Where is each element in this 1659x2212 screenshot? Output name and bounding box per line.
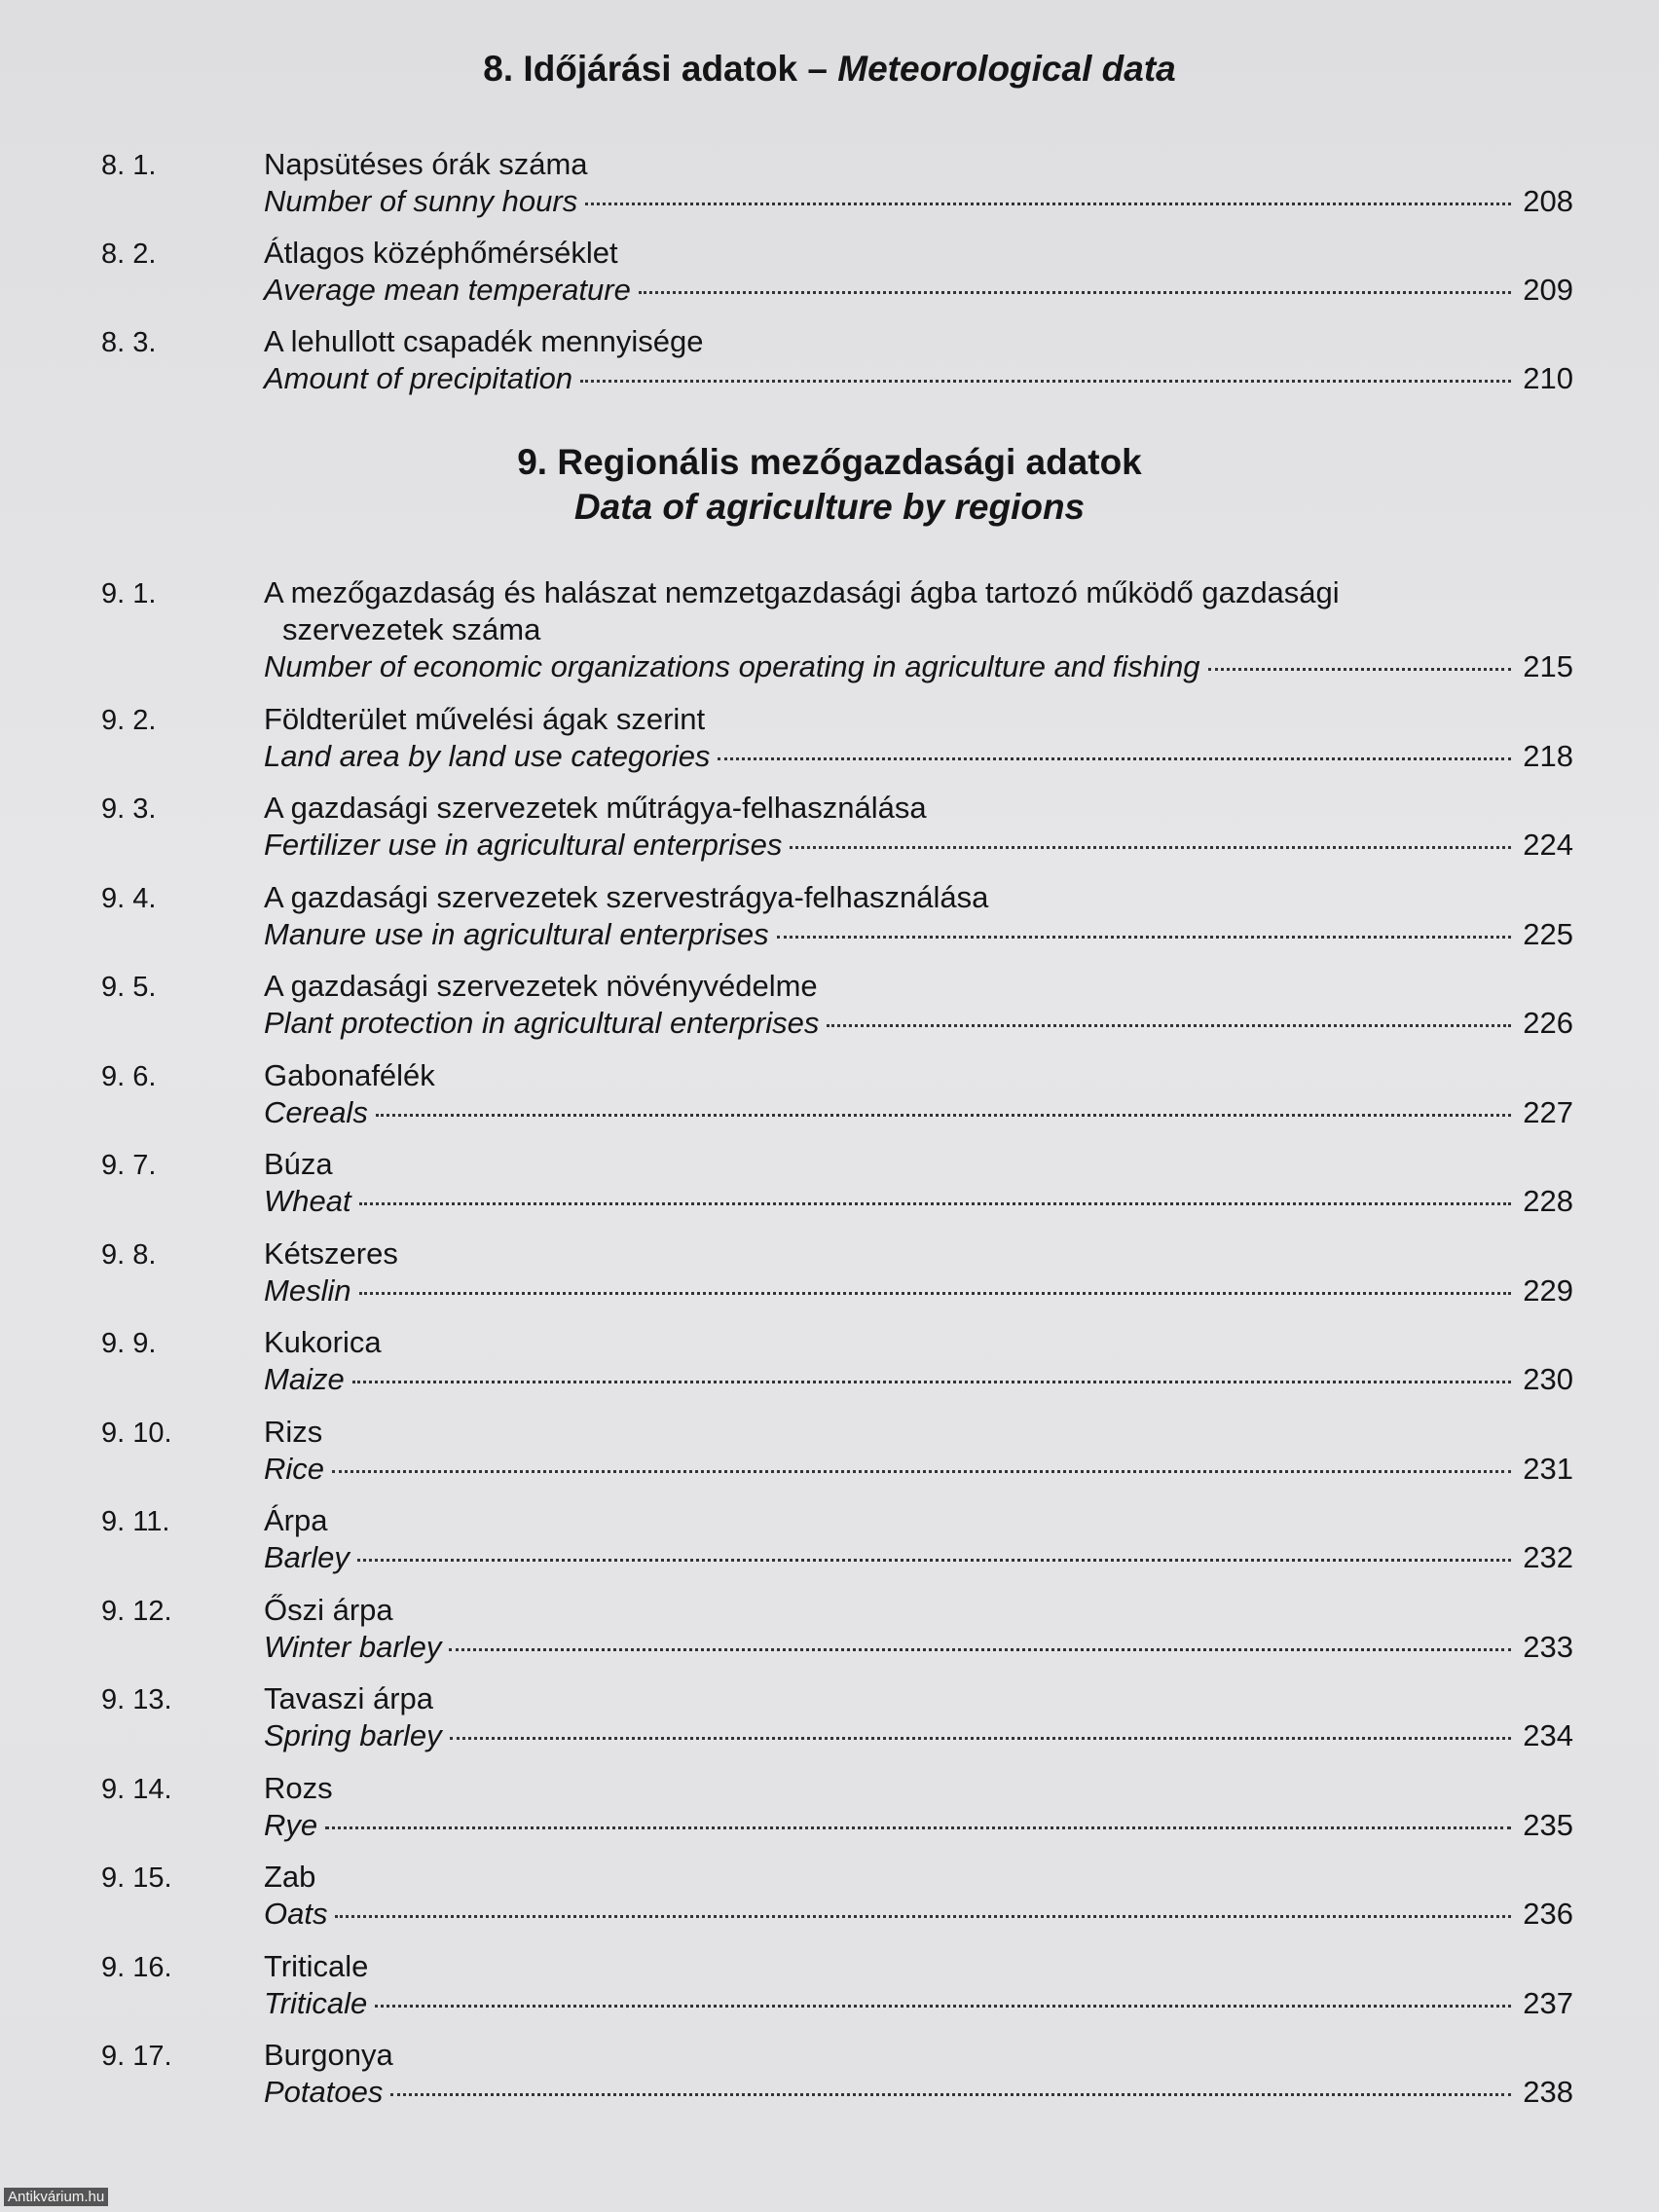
entry-title-en: Land area by land use categories <box>264 738 711 773</box>
entry-title-hu: Tavaszi árpa <box>264 1681 434 1715</box>
entry-number: 9. 15. <box>101 1862 172 1894</box>
dot-leader <box>375 2005 1511 2008</box>
entry-title-en: Potatoes <box>264 2075 384 2109</box>
dot-leader <box>449 1648 1511 1651</box>
dot-leader <box>325 1826 1511 1829</box>
toc-entry <box>0 323 1659 411</box>
entry-title-en: Fertilizer use in agricultural enterprises <box>264 828 783 862</box>
page-number: 235 <box>1523 1807 1573 1842</box>
page-number: 236 <box>1523 1897 1573 1931</box>
entry-title-en: Meslin <box>264 1272 351 1308</box>
entry-number: 9. 4. <box>101 882 157 914</box>
entry-line-en <box>264 1361 1573 1398</box>
dot-leader <box>790 846 1511 849</box>
page-number: 227 <box>1523 1094 1573 1129</box>
dot-leader <box>580 380 1511 383</box>
entry-title-en: Triticale <box>264 1985 368 2020</box>
toc-entry <box>0 701 1659 789</box>
toc-entry <box>0 146 1659 234</box>
entry-title-hu: A gazdasági szervezetek növényvédelme <box>264 969 818 1003</box>
entry-title-hu: A mezőgazdaság és halászat nemzetgazdasági ágba tartozó működő gazdasági <box>264 575 1340 609</box>
entry-title-hu: Árpa <box>264 1503 328 1537</box>
page-number: 229 <box>1523 1272 1573 1308</box>
entry-title-hu: A gazdasági szervezetek műtrágya-felhasználása <box>264 791 927 825</box>
entry-title-en: Spring barley <box>264 1718 442 1752</box>
entry-title-hu: Gabonafélék <box>264 1057 435 1092</box>
entry-line-en <box>264 272 1573 309</box>
section-9-title-en: Data of agriculture by regions <box>573 487 1086 527</box>
dot-leader <box>777 936 1511 939</box>
entry-title-hu: Zab <box>264 1860 316 1894</box>
page-number: 234 <box>1523 1718 1573 1752</box>
watermark: Antikvárium.hu <box>4 2188 108 2206</box>
entry-line-en <box>264 916 1573 953</box>
entry-title-en: Manure use in agricultural enterprises <box>264 916 769 951</box>
page-number: 209 <box>1523 273 1573 307</box>
entry-number: 8. 2. <box>101 239 157 270</box>
page-number: 231 <box>1523 1451 1573 1486</box>
toc-entry <box>0 1770 1659 1858</box>
entry-line-en <box>264 1272 1573 1309</box>
dot-leader <box>357 1559 1511 1562</box>
entry-title-en: Rice <box>264 1451 325 1486</box>
page-number: 238 <box>1523 2075 1573 2109</box>
dot-leader <box>352 1381 1511 1383</box>
toc-entry <box>0 1680 1659 1768</box>
entry-line-en <box>264 1451 1573 1488</box>
dot-leader <box>390 2093 1511 2096</box>
entry-line-en <box>264 2074 1573 2111</box>
page-number: 237 <box>1523 1985 1573 2020</box>
entry-line-en <box>264 1005 1573 1042</box>
entry-title-en: Maize <box>264 1362 345 1396</box>
entry-number: 9. 7. <box>101 1150 157 1181</box>
page-number: 226 <box>1523 1006 1573 1040</box>
entry-title-en: Amount of precipitation <box>264 361 573 395</box>
entry-line-en <box>264 1896 1573 1933</box>
entry-line-en <box>264 738 1573 775</box>
entry-title-hu: Őszi árpa <box>264 1592 393 1627</box>
entry-line-en <box>264 1094 1573 1131</box>
page-number: 210 <box>1523 361 1573 395</box>
toc-entry <box>0 790 1659 877</box>
entry-title-hu: Búza <box>264 1147 333 1181</box>
dot-leader <box>376 1114 1511 1117</box>
toc-entry <box>0 1324 1659 1412</box>
entry-title-en: Barley <box>264 1540 350 1574</box>
entry-line-en <box>264 1539 1573 1576</box>
entry-line-en <box>264 183 1573 220</box>
page-number: 232 <box>1523 1540 1573 1574</box>
toc-entry <box>0 1414 1659 1501</box>
toc-entry <box>0 235 1659 322</box>
entry-number: 8. 3. <box>101 327 157 358</box>
toc-entry <box>0 1146 1659 1234</box>
dot-leader <box>332 1470 1511 1473</box>
page-number: 224 <box>1523 828 1573 862</box>
entry-title-hu: Kétszeres <box>264 1235 398 1271</box>
entry-title-en: Number of economic organizations operating in agriculture and fishing <box>264 649 1200 683</box>
entry-title-hu: Földterület művelési ágak szerint <box>264 701 706 736</box>
toc-entry <box>0 968 1659 1055</box>
page-number: 233 <box>1523 1629 1573 1664</box>
entry-number: 9. 17. <box>101 2041 172 2072</box>
entry-number: 8. 1. <box>101 150 157 181</box>
section-8-heading <box>0 47 1659 92</box>
entry-title-en: Cereals <box>264 1094 368 1129</box>
dot-leader <box>1208 668 1511 671</box>
dot-leader <box>359 1202 1511 1205</box>
entry-title-hu: Kukorica <box>264 1325 382 1359</box>
entry-title-en: Wheat <box>264 1184 351 1218</box>
entry-title-hu: Rizs <box>264 1414 323 1449</box>
entry-title-hu: Triticale <box>264 1948 369 1983</box>
entry-title-en: Number of sunny hours <box>264 184 578 218</box>
dot-leader <box>359 1292 1511 1295</box>
entry-title-en: Winter barley <box>264 1629 442 1664</box>
entry-number: 9. 5. <box>101 972 157 1003</box>
entry-number: 9. 9. <box>101 1328 157 1359</box>
page-number: 228 <box>1523 1184 1573 1218</box>
entry-line-en <box>264 1183 1573 1220</box>
entry-number: 9. 3. <box>101 793 157 825</box>
entry-title-hu: A gazdasági szervezetek szervestrágya-felhasználása <box>264 879 989 914</box>
entry-line-en <box>264 1629 1573 1666</box>
entry-line-en <box>264 1807 1573 1844</box>
dot-leader <box>335 1915 1511 1918</box>
entry-title-en: Rye <box>264 1807 318 1842</box>
dot-leader <box>585 203 1511 205</box>
entry-line-en <box>264 360 1573 397</box>
entry-title-hu: A lehullott csapadék mennyisége <box>264 324 704 358</box>
page-number: 225 <box>1523 916 1573 951</box>
page-number: 218 <box>1523 738 1573 773</box>
entry-number: 9. 16. <box>101 1951 172 1983</box>
section-9-heading-en <box>0 485 1659 530</box>
toc-entry <box>0 1057 1659 1145</box>
entry-title-hu: Napsütéses órák száma <box>264 147 588 181</box>
entry-number: 9. 11. <box>101 1506 170 1537</box>
section-8-title-en: Meteorological data <box>837 49 1176 89</box>
entry-line-en <box>264 1717 1573 1754</box>
dot-leader <box>827 1024 1511 1027</box>
section-8-title-hu: 8. Időjárási adatok – <box>483 49 838 89</box>
toc-entry <box>0 1502 1659 1590</box>
entry-number: 9. 12. <box>101 1595 172 1627</box>
toc-entry <box>0 2037 1659 2124</box>
section-9-heading-hu: 9. Regionális mezőgazdasági adatok <box>517 442 1142 482</box>
page-number: 230 <box>1523 1362 1573 1396</box>
entry-title-hu: Burgonya <box>264 2038 393 2072</box>
toc-entry <box>0 1859 1659 1946</box>
entry-number: 9. 13. <box>101 1684 172 1715</box>
entry-number: 9. 1. <box>101 578 157 609</box>
entry-title-hu-continued: szervezetek száma <box>282 612 541 646</box>
toc-entry <box>0 879 1659 967</box>
entry-line-en <box>264 827 1573 864</box>
entry-title-en: Average mean temperature <box>264 273 631 307</box>
page-number: 215 <box>1523 649 1573 683</box>
entry-number: 9. 6. <box>101 1060 157 1092</box>
entry-title-en: Oats <box>264 1897 328 1931</box>
dot-leader <box>718 757 1511 760</box>
toc-entry <box>0 1948 1659 2036</box>
entry-number: 9. 2. <box>101 704 157 736</box>
entry-line-en <box>264 1985 1573 2022</box>
entry-number: 9. 14. <box>101 1773 172 1805</box>
page-number: 208 <box>1523 184 1573 218</box>
toc-entry <box>0 1592 1659 1679</box>
toc-entry <box>0 574 1659 683</box>
entry-title-hu: Átlagos középhőmérséklet <box>264 236 618 270</box>
toc-entry <box>0 1235 1659 1323</box>
entry-title-en: Plant protection in agricultural enterprises <box>264 1006 820 1040</box>
dot-leader <box>639 291 1511 294</box>
dot-leader <box>450 1737 1511 1740</box>
entry-number: 9. 8. <box>101 1238 157 1271</box>
entry-title-hu: Rozs <box>264 1770 333 1805</box>
entry-line-en <box>264 648 1573 685</box>
entry-number: 9. 10. <box>101 1417 172 1449</box>
